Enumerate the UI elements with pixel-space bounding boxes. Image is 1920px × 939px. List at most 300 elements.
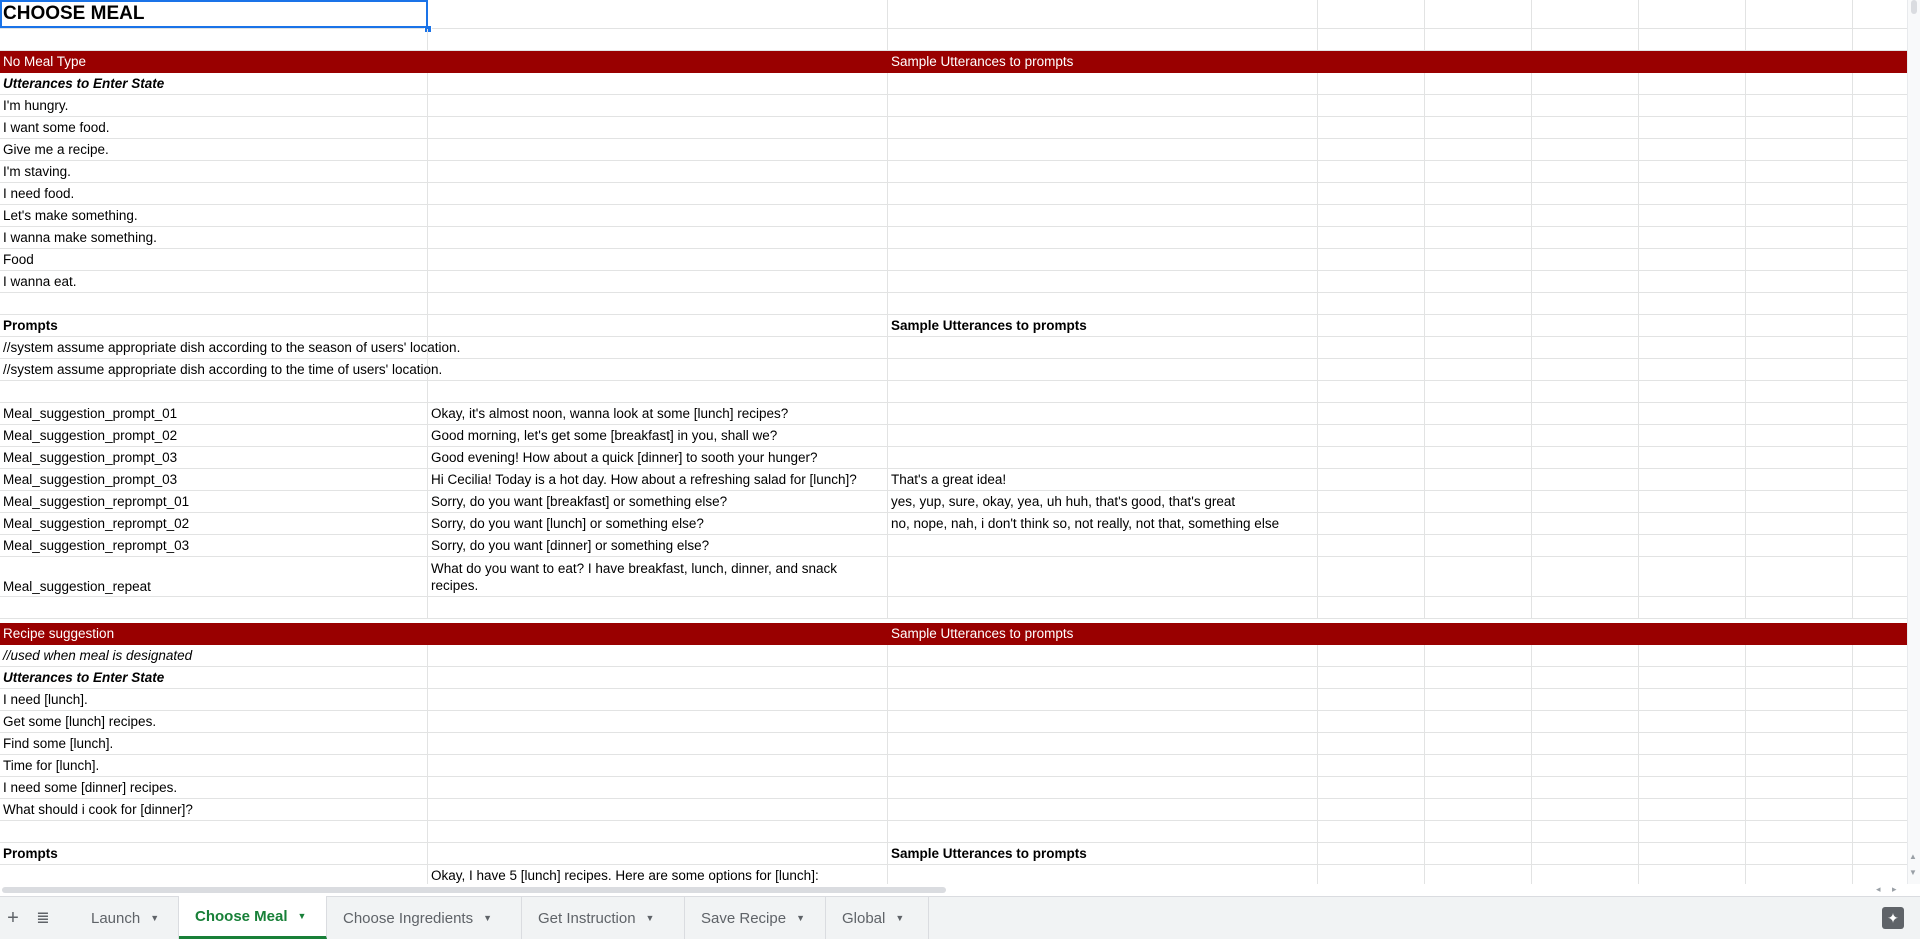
cell[interactable] [1853,0,1908,28]
cell[interactable] [1318,711,1425,732]
cell[interactable] [428,337,888,358]
cell[interactable] [1318,359,1425,380]
cell[interactable] [1318,29,1425,50]
cell[interactable] [1425,777,1532,798]
cell[interactable] [1639,843,1746,864]
cell[interactable] [1853,139,1908,160]
cell[interactable] [1532,469,1639,490]
cell[interactable] [1853,359,1908,380]
vertical-scroll-thumb[interactable] [1911,0,1917,14]
cell[interactable] [1318,513,1425,534]
cell[interactable] [1532,271,1639,292]
cell[interactable] [1853,513,1908,534]
cell[interactable] [0,381,428,402]
chevron-down-icon[interactable]: ▼ [796,913,805,923]
cell[interactable] [428,0,888,28]
cell[interactable] [1425,403,1532,424]
cell[interactable] [1318,117,1425,138]
cell[interactable] [1746,337,1853,358]
cell[interactable] [1425,381,1532,402]
section-note-cell[interactable]: //used when meal is designated [0,645,428,666]
cell[interactable] [1318,73,1425,94]
cell[interactable] [1746,513,1853,534]
cell[interactable] [1746,73,1853,94]
cell[interactable] [1318,315,1425,336]
cell[interactable] [1318,777,1425,798]
tab-get-instruction[interactable] [522,897,685,939]
cell[interactable] [1532,139,1639,160]
cell[interactable] [1532,0,1639,28]
tab-launch[interactable] [75,897,179,939]
cell[interactable] [1853,337,1908,358]
cell[interactable] [1318,183,1425,204]
cell[interactable] [1639,799,1746,820]
cell[interactable] [888,161,1318,182]
cell[interactable] [1853,403,1908,424]
prompt-text-cell[interactable]: Hi Cecilia! Today is a hot day. How about a refreshing salad for [lunch]? [428,469,888,490]
cell[interactable] [1853,205,1908,226]
utterance-cell[interactable]: I want some food. [0,117,428,138]
cell[interactable] [1318,95,1425,116]
cell[interactable] [888,227,1318,248]
cell[interactable] [1318,51,1908,72]
cell[interactable] [1853,73,1908,94]
cell[interactable] [1639,227,1746,248]
cell[interactable] [0,597,428,618]
cell[interactable] [888,381,1318,402]
cell[interactable] [1746,535,1853,556]
cell[interactable] [1318,205,1425,226]
cell[interactable] [1532,491,1639,512]
cell[interactable] [888,249,1318,270]
cell[interactable] [1425,689,1532,710]
cell[interactable] [1853,689,1908,710]
cell[interactable] [1853,755,1908,776]
cell[interactable] [428,645,888,666]
cell[interactable] [1746,117,1853,138]
tab-choose-ingredients[interactable] [327,897,522,939]
cell[interactable] [1532,777,1639,798]
cell[interactable] [428,73,888,94]
utterance-cell[interactable]: I'm hungry. [0,95,428,116]
cell[interactable] [1425,95,1532,116]
cell[interactable] [1425,447,1532,468]
cell[interactable] [1425,755,1532,776]
cell[interactable] [1425,557,1532,596]
tab-choose-meal[interactable] [179,896,327,939]
cell[interactable] [1853,249,1908,270]
cell[interactable] [1746,381,1853,402]
enter-state-label[interactable]: Utterances to Enter State [0,667,428,688]
tab-save-recipe[interactable] [685,897,826,939]
cell[interactable] [1425,597,1532,618]
cell[interactable] [428,755,888,776]
cell[interactable] [888,139,1318,160]
cell[interactable] [1532,403,1639,424]
utterance-cell[interactable]: Get some [lunch] recipes. [0,711,428,732]
cell[interactable] [1318,227,1425,248]
cell[interactable] [428,183,888,204]
section-header-sample[interactable]: Sample Utterances to prompts [888,623,1318,644]
cell[interactable] [1639,249,1746,270]
cell[interactable] [428,711,888,732]
cell[interactable] [1425,29,1532,50]
cell[interactable] [1318,161,1425,182]
cell[interactable] [888,821,1318,842]
utterance-cell[interactable]: Give me a recipe. [0,139,428,160]
prompt-name-cell[interactable]: Meal_suggestion_prompt_02 [0,425,428,446]
cell[interactable] [1639,205,1746,226]
cell[interactable] [1425,315,1532,336]
prompt-name-cell[interactable]: Meal_suggestion_reprompt_02 [0,513,428,534]
cell[interactable] [1318,843,1425,864]
title-cell[interactable]: CHOOSE MEAL [0,0,428,28]
cell[interactable] [1639,293,1746,314]
cell[interactable] [888,29,1318,50]
cell[interactable] [1425,337,1532,358]
cell[interactable] [1425,513,1532,534]
cell[interactable] [1532,95,1639,116]
prompt-name-cell[interactable]: Meal_suggestion_reprompt_03 [0,535,428,556]
cell[interactable] [1853,535,1908,556]
cell[interactable] [1853,645,1908,666]
cell[interactable] [428,271,888,292]
cell[interactable] [428,95,888,116]
cell[interactable] [1853,777,1908,798]
utterance-cell[interactable]: I need some [dinner] recipes. [0,777,428,798]
cell[interactable] [1425,733,1532,754]
cell[interactable] [1425,865,1532,884]
cell[interactable] [1532,821,1639,842]
cell[interactable] [1639,711,1746,732]
cell[interactable] [1639,645,1746,666]
cell[interactable] [1639,95,1746,116]
cell[interactable] [428,733,888,754]
cell[interactable] [0,865,428,884]
cell[interactable] [1639,337,1746,358]
scroll-left-icon[interactable]: ◂ [1876,884,1881,894]
prompt-text-cell[interactable]: Good evening! How about a quick [dinner] to sooth your hunger? [428,447,888,468]
cell[interactable] [1425,73,1532,94]
cell[interactable] [1853,315,1908,336]
section-header-sample[interactable]: Sample Utterances to prompts [888,51,1318,72]
cell[interactable] [1853,843,1908,864]
scroll-right-icon[interactable]: ▸ [1892,884,1897,894]
cell[interactable] [1639,755,1746,776]
cell[interactable] [1532,557,1639,596]
system-note-cell[interactable]: //system assume appropriate dish according to the time of users' location. [0,359,428,380]
cell[interactable] [1639,425,1746,446]
cell[interactable] [888,293,1318,314]
prompt-name-cell[interactable]: Meal_suggestion_repeat [0,557,428,596]
cell[interactable] [1532,293,1639,314]
cell[interactable] [1746,447,1853,468]
cell[interactable] [1639,117,1746,138]
cell[interactable] [1532,799,1639,820]
cell[interactable] [1746,29,1853,50]
cell[interactable] [1853,117,1908,138]
prompt-sample-cell[interactable]: yes, yup, sure, okay, yea, uh huh, that's good, that's great [888,491,1318,512]
cell[interactable] [1853,161,1908,182]
prompt-text-cell[interactable]: Good morning, let's get some [breakfast] in you, shall we? [428,425,888,446]
cell[interactable] [1532,183,1639,204]
cell[interactable] [1318,821,1425,842]
prompts-sample-label[interactable]: Sample Utterances to prompts [888,315,1318,336]
cell[interactable] [1532,381,1639,402]
section-header[interactable]: Recipe suggestion [0,623,428,644]
cell[interactable] [1532,205,1639,226]
scroll-up-icon[interactable]: ▲ [1909,852,1917,861]
cell[interactable] [888,557,1318,596]
cell[interactable] [428,29,888,50]
add-sheet-icon[interactable]: + [7,906,19,929]
cell[interactable] [1746,161,1853,182]
cell[interactable] [1746,755,1853,776]
cell[interactable] [1853,491,1908,512]
tab-global[interactable] [826,897,929,939]
cell[interactable] [1532,755,1639,776]
cell[interactable] [1746,271,1853,292]
cell[interactable] [1532,689,1639,710]
chevron-down-icon[interactable]: ▼ [297,911,307,921]
cell[interactable] [1746,227,1853,248]
cell[interactable] [1639,821,1746,842]
cell[interactable] [888,337,1318,358]
cell[interactable] [1639,381,1746,402]
prompt-sample-cell[interactable] [888,425,1318,446]
cell[interactable] [1532,865,1639,884]
cell[interactable] [428,821,888,842]
cell[interactable] [428,139,888,160]
prompt-text-cell[interactable]: Okay, I have 5 [lunch] recipes. Here are some options for [lunch]: [428,865,888,884]
cell[interactable] [1425,535,1532,556]
utterance-cell[interactable]: I need food. [0,183,428,204]
cell[interactable] [1639,689,1746,710]
cell[interactable] [1853,447,1908,468]
cell[interactable] [428,161,888,182]
cell[interactable] [1532,359,1639,380]
cell[interactable] [428,359,888,380]
cell[interactable] [1746,645,1853,666]
section-header[interactable]: No Meal Type [0,51,428,72]
cell[interactable] [1425,183,1532,204]
cell[interactable] [1853,95,1908,116]
cell[interactable] [1318,645,1425,666]
prompt-sample-cell[interactable] [888,403,1318,424]
cell[interactable] [428,249,888,270]
cell[interactable] [1639,491,1746,512]
cell[interactable] [1318,337,1425,358]
cell[interactable] [1532,447,1639,468]
prompt-sample-cell[interactable] [888,447,1318,468]
cell[interactable] [1532,535,1639,556]
cell[interactable] [888,205,1318,226]
cell[interactable] [428,689,888,710]
cell[interactable] [1746,667,1853,688]
horizontal-scroll-thumb[interactable] [2,887,946,893]
cell[interactable] [1425,821,1532,842]
cell[interactable] [1639,359,1746,380]
cell[interactable] [1639,139,1746,160]
cell[interactable] [1318,249,1425,270]
cell[interactable] [1425,293,1532,314]
cell[interactable] [1746,843,1853,864]
cell[interactable] [888,689,1318,710]
cell[interactable] [1425,161,1532,182]
cell[interactable] [1853,667,1908,688]
cell[interactable] [888,799,1318,820]
prompt-text-cell[interactable]: What do you want to eat? I have breakfast, lunch, dinner, and snack recipes. [428,557,888,596]
system-note-cell[interactable]: //system assume appropriate dish according to the season of users' location. [0,337,428,358]
cell[interactable] [1532,667,1639,688]
cell[interactable] [1853,597,1908,618]
enter-state-label[interactable]: Utterances to Enter State [0,73,428,94]
cell[interactable] [1639,447,1746,468]
cell[interactable] [888,755,1318,776]
cell[interactable] [428,315,888,336]
prompts-label[interactable]: Prompts [0,843,428,864]
cell[interactable] [428,293,888,314]
cell[interactable] [1853,271,1908,292]
cell[interactable] [1532,843,1639,864]
cell[interactable] [1318,623,1908,644]
chevron-down-icon[interactable]: ▼ [150,913,160,923]
prompt-text-cell[interactable]: Sorry, do you want [lunch] or something else? [428,513,888,534]
cell[interactable] [1639,865,1746,884]
cell[interactable] [428,667,888,688]
cell[interactable] [1318,689,1425,710]
cell[interactable] [1639,183,1746,204]
cell[interactable] [1318,0,1425,28]
cell[interactable] [1746,557,1853,596]
cell[interactable] [1318,535,1425,556]
cell[interactable] [1639,597,1746,618]
cell[interactable] [1853,557,1908,596]
cell[interactable] [1318,799,1425,820]
cell[interactable] [1746,733,1853,754]
cell[interactable] [1746,183,1853,204]
cell[interactable] [1639,513,1746,534]
cell[interactable] [1746,865,1853,884]
chevron-down-icon[interactable]: ▼ [645,913,655,923]
cell[interactable] [1532,117,1639,138]
cell[interactable] [1639,73,1746,94]
prompt-sample-cell[interactable] [888,535,1318,556]
cell[interactable] [428,623,888,644]
cell[interactable] [428,843,888,864]
prompt-sample-cell[interactable]: no, nope, nah, i don't think so, not really, not that, something else [888,513,1318,534]
prompt-name-cell[interactable]: Meal_suggestion_prompt_01 [0,403,428,424]
cell[interactable] [888,733,1318,754]
cell[interactable] [888,183,1318,204]
cell[interactable] [1746,205,1853,226]
cell[interactable] [1746,777,1853,798]
cell[interactable] [888,73,1318,94]
cell[interactable] [1425,117,1532,138]
prompt-text-cell[interactable]: Sorry, do you want [breakfast] or something else? [428,491,888,512]
cell[interactable] [428,799,888,820]
cell[interactable] [1746,139,1853,160]
cell[interactable] [1746,293,1853,314]
cell[interactable] [1746,597,1853,618]
cell[interactable] [1532,337,1639,358]
all-sheets-icon[interactable]: ≣ [36,910,50,927]
cell[interactable] [1425,271,1532,292]
cell[interactable] [1853,469,1908,490]
cell[interactable] [428,597,888,618]
cell[interactable] [428,205,888,226]
cell[interactable] [888,271,1318,292]
cell[interactable] [428,777,888,798]
cell[interactable] [1639,29,1746,50]
cell[interactable] [888,597,1318,618]
cell[interactable] [1746,403,1853,424]
cell[interactable] [1746,425,1853,446]
cell[interactable] [1853,865,1908,884]
cell[interactable] [1639,777,1746,798]
cell[interactable] [1532,645,1639,666]
utterance-cell[interactable]: Time for [lunch]. [0,755,428,776]
cell[interactable] [1639,535,1746,556]
utterance-cell[interactable]: I'm staving. [0,161,428,182]
cell[interactable] [1532,513,1639,534]
cell[interactable] [1746,95,1853,116]
cell[interactable] [428,51,888,72]
explore-icon[interactable]: ✦ [1882,907,1904,929]
cell[interactable] [1532,161,1639,182]
cell[interactable] [1853,293,1908,314]
cell[interactable] [1318,381,1425,402]
cell[interactable] [1425,425,1532,446]
cell[interactable] [888,667,1318,688]
cell[interactable] [1639,161,1746,182]
prompts-label[interactable]: Prompts [0,315,428,336]
horizontal-scrollbar[interactable] [0,884,1908,896]
cell[interactable] [1318,425,1425,446]
cell[interactable] [1532,733,1639,754]
chevron-down-icon[interactable]: ▼ [895,913,905,923]
cell[interactable] [1318,469,1425,490]
cell[interactable] [1425,843,1532,864]
cell[interactable] [1425,667,1532,688]
cell[interactable] [1425,227,1532,248]
cell[interactable] [1746,821,1853,842]
cell[interactable] [1425,645,1532,666]
cell[interactable] [1746,689,1853,710]
vertical-scrollbar[interactable] [1907,0,1920,884]
cell[interactable] [1853,799,1908,820]
cell[interactable] [1318,597,1425,618]
cell[interactable] [1318,271,1425,292]
cell[interactable] [1318,403,1425,424]
cell[interactable] [1425,491,1532,512]
cell[interactable] [1746,469,1853,490]
prompts-sample-label[interactable]: Sample Utterances to prompts [888,843,1318,864]
cell[interactable] [1425,0,1532,28]
utterance-cell[interactable]: What should i cook for [dinner]? [0,799,428,820]
cell[interactable] [0,29,428,50]
cell[interactable] [1639,271,1746,292]
cell[interactable] [1425,359,1532,380]
cell[interactable] [1639,469,1746,490]
cell[interactable] [1532,315,1639,336]
cell[interactable] [1532,227,1639,248]
chevron-down-icon[interactable]: ▼ [483,913,493,923]
cell[interactable] [888,777,1318,798]
cell[interactable] [1532,597,1639,618]
utterance-cell[interactable]: Find some [lunch]. [0,733,428,754]
cell[interactable] [0,821,428,842]
